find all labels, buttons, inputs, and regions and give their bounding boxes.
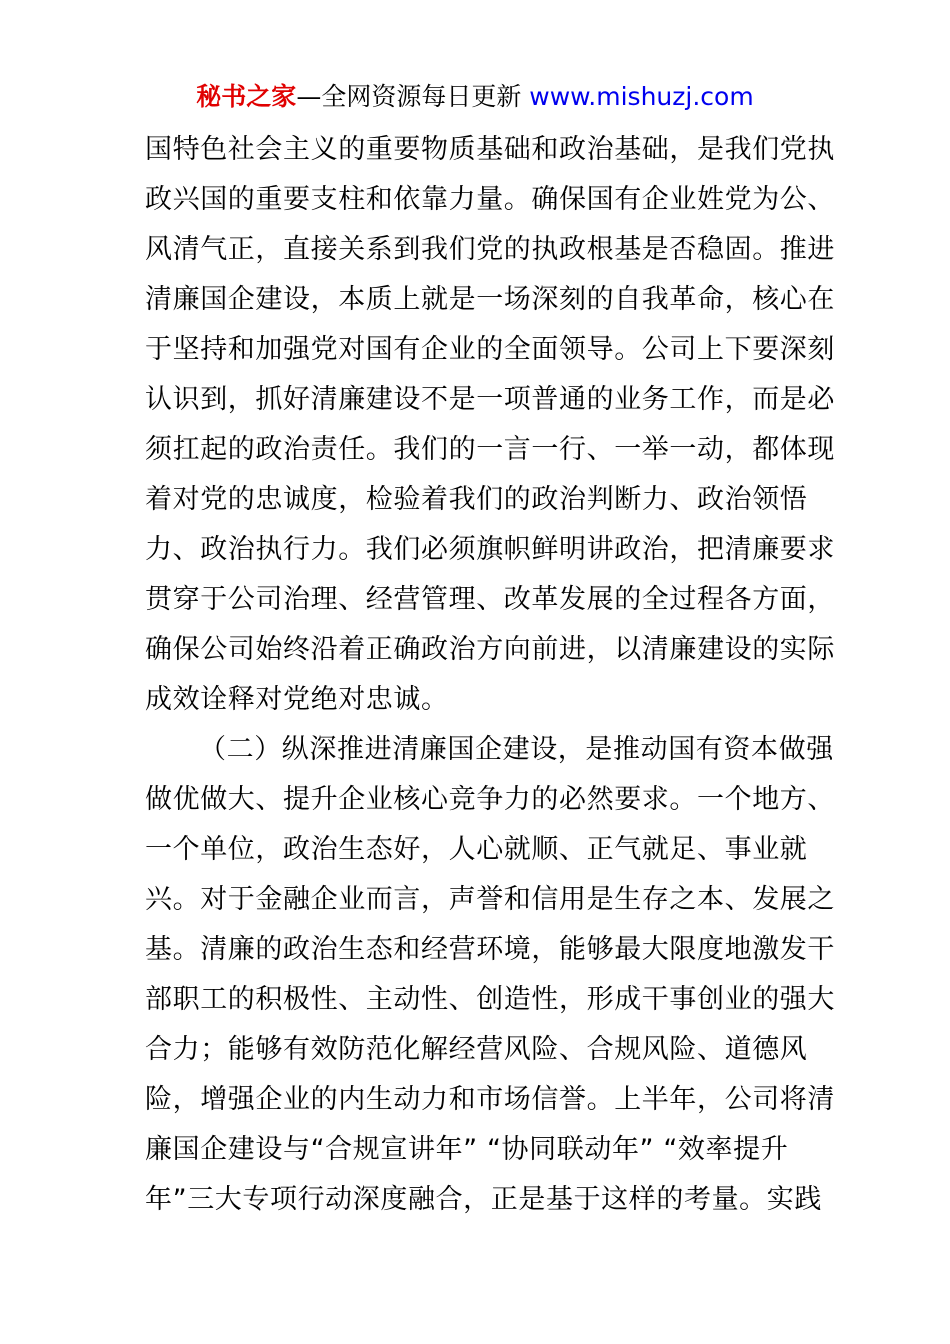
text-line: 年”三大专项行动深度融合，正是基于这样的考量。实践: [145, 1184, 822, 1215]
text-line: 险，增强企业的内生动力和市场信誉。上半年，公司将清: [145, 1084, 835, 1115]
page-header: [0, 80, 950, 114]
paragraph-2: [145, 725, 835, 1225]
text-line: 政兴国的重要支柱和依靠力量。确保国有企业姓党为公、: [145, 184, 835, 215]
text-line: 部职工的积极性、主动性、创造性，形成干事创业的强大: [145, 984, 835, 1015]
text-line: 成效诠释对党绝对忠诚。: [145, 684, 449, 715]
text-line: 一个单位，政治生态好，人心就顺、正气就足、事业就: [145, 834, 808, 865]
site-url-link[interactable]: www.mishuzj.com: [529, 82, 754, 111]
text-line: （二）纵深推进清廉国企建设，是推动国有资本做强: [199, 734, 834, 765]
text-line: 着对党的忠诚度，检验着我们的政治判断力、政治领悟: [145, 484, 808, 515]
document-body: [145, 125, 835, 1225]
text-line: 做优做大、提升企业核心竞争力的必然要求。一个地方、: [145, 784, 835, 815]
text-line: 基。清廉的政治生态和经营环境，能够最大限度地激发干: [145, 934, 835, 965]
header-tagline: —全网资源每日更新: [296, 82, 530, 111]
text-line: 认识到，抓好清廉建设不是一项普通的业务工作，而是必: [145, 384, 835, 415]
text-line: 于坚持和加强党对国有企业的全面领导。公司上下要深刻: [145, 334, 835, 365]
text-line: 廉国企建设与“合规宣讲年” “协同联动年” “效率提升: [145, 1134, 789, 1165]
brand-name: 秘书之家: [196, 82, 297, 111]
text-line: 国特色社会主义的重要物质基础和政治基础，是我们党执: [145, 134, 835, 165]
paragraph-1: [145, 125, 835, 725]
text-line: 力、政治执行力。我们必须旗帜鲜明讲政治，把清廉要求: [145, 534, 835, 565]
text-line: 风清气正，直接关系到我们党的执政根基是否稳固。推进: [145, 234, 835, 265]
text-line: 贯穿于公司治理、经营管理、改革发展的全过程各方面，: [145, 584, 835, 615]
text-line: 确保公司始终沿着正确政治方向前进，以清廉建设的实际: [145, 634, 835, 665]
text-line: 须扛起的政治责任。我们的一言一行、一举一动，都体现: [145, 434, 835, 465]
text-line: 合力；能够有效防范化解经营风险、合规风险、道德风: [145, 1034, 808, 1065]
text-line: 兴。对于金融企业而言，声誉和信用是生存之本、发展之: [145, 884, 835, 915]
text-line: 清廉国企建设，本质上就是一场深刻的自我革命，核心在: [145, 284, 835, 315]
